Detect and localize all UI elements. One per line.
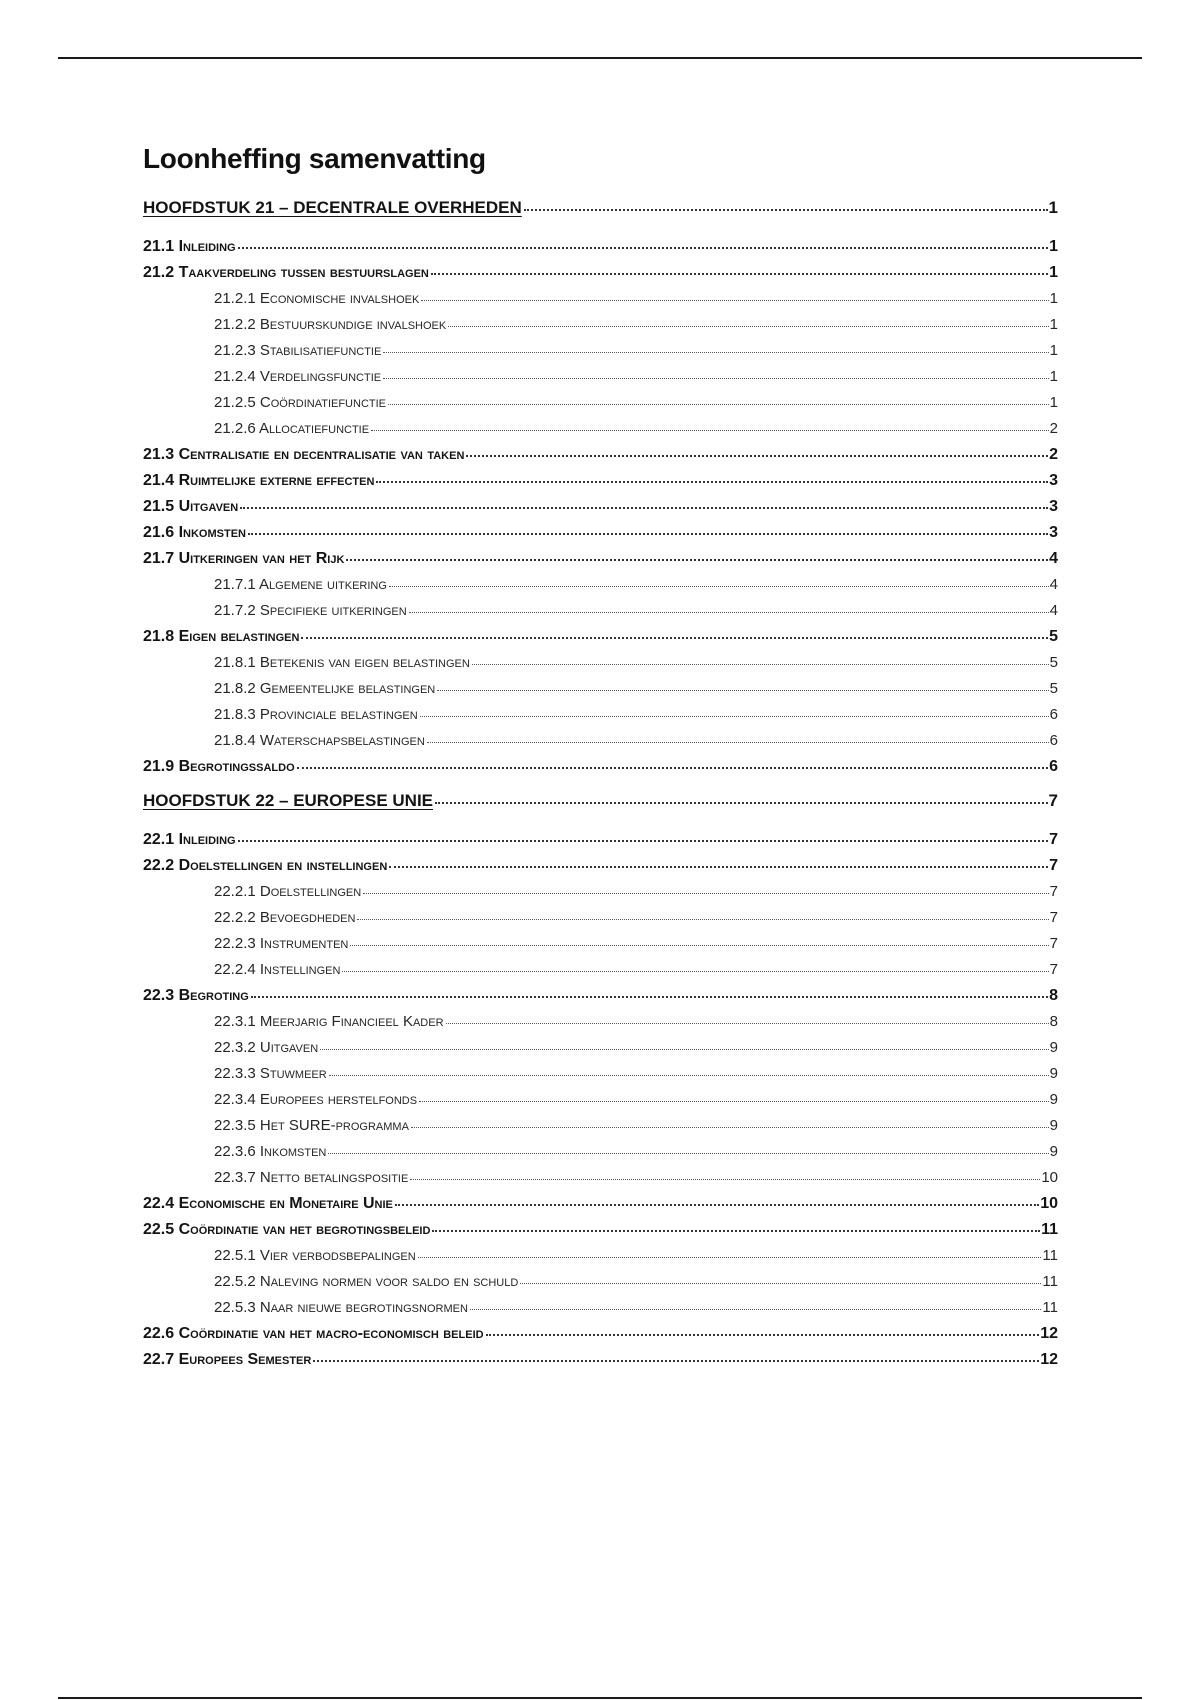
- toc-dot-leader: [342, 971, 1048, 972]
- toc-entry-label: 21.8.3 Provinciale belastingen: [214, 706, 418, 723]
- toc-entry-label: 21.3 Centralisatie en decentralisatie van taken: [143, 446, 465, 463]
- toc-dot-leader: [389, 586, 1049, 587]
- toc-entry-label: 21.2.5 Coördinatiefunctie: [214, 394, 386, 411]
- toc-page-number: 2: [1049, 420, 1058, 437]
- toc-page-number: 7: [1049, 883, 1058, 900]
- toc-entry-label: 22.2 Doelstellingen en instellingen: [143, 857, 388, 874]
- toc-page-number: 1: [1048, 198, 1058, 217]
- toc-page-number: 7: [1048, 791, 1058, 810]
- toc-subsection-entry[interactable]: [143, 879, 1058, 905]
- toc-dot-leader: [421, 300, 1048, 301]
- toc-subsection-entry[interactable]: [143, 364, 1058, 390]
- toc-dot-leader: [329, 1075, 1049, 1076]
- toc-subsection-entry[interactable]: [143, 338, 1058, 364]
- toc-page-number: 3: [1049, 498, 1058, 515]
- toc-entry-label: 22.2.4 Instellingen: [214, 961, 341, 978]
- toc-page-number: 9: [1049, 1065, 1058, 1082]
- toc-entry-label: 21.8.4 Waterschapsbelastingen: [214, 732, 425, 749]
- toc-entry-label: 21.2.3 Stabilisatiefunctie: [214, 342, 382, 359]
- toc-subsection-entry[interactable]: [143, 931, 1058, 957]
- toc-section-entry[interactable]: [143, 983, 1058, 1009]
- toc-dot-leader: [427, 742, 1049, 743]
- toc-subsection-entry[interactable]: [143, 572, 1058, 598]
- toc-subsection-entry[interactable]: [143, 390, 1058, 416]
- toc-chapter-entry[interactable]: [143, 195, 1058, 220]
- toc-page-number: 9: [1049, 1039, 1058, 1056]
- toc-chapter-entry[interactable]: [143, 788, 1058, 813]
- toc-dot-leader: [486, 1334, 1040, 1336]
- toc-entry-label: 21.8.1 Betekenis van eigen belastingen: [214, 654, 470, 671]
- document-title: Loonheffing samenvatting: [143, 143, 486, 174]
- toc-section-entry[interactable]: [143, 827, 1058, 853]
- toc-dot-leader: [395, 1204, 1039, 1206]
- toc-entry-label: 22.3.2 Uitgaven: [214, 1039, 319, 1056]
- toc-dot-leader: [376, 481, 1048, 483]
- toc-page-number: 8: [1049, 987, 1058, 1004]
- toc-section-entry[interactable]: [143, 494, 1058, 520]
- toc-page-number: 6: [1049, 758, 1058, 775]
- toc-page-number: 7: [1049, 857, 1058, 874]
- toc-entry-label: 21.7.1 Algemene uitkering: [214, 576, 387, 593]
- toc-dot-leader: [357, 919, 1048, 920]
- toc-entry-label: 22.3.1 Meerjarig Financieel Kader: [214, 1013, 444, 1030]
- toc-dot-leader: [432, 1230, 1040, 1232]
- toc-page-number: 11: [1042, 1273, 1058, 1290]
- toc-subsection-entry[interactable]: [143, 286, 1058, 312]
- toc-entry-label: 21.8 Eigen belastingen: [143, 628, 300, 645]
- toc-subsection-entry[interactable]: [143, 1113, 1058, 1139]
- toc-subsection-entry[interactable]: [143, 1009, 1058, 1035]
- toc-dot-leader: [346, 559, 1048, 561]
- toc-page-number: 4: [1049, 576, 1058, 593]
- toc-page-number: 7: [1049, 935, 1058, 952]
- toc-page-number: 1: [1049, 394, 1058, 411]
- toc-subsection-entry[interactable]: [143, 416, 1058, 442]
- toc-page-number: 3: [1049, 524, 1058, 541]
- toc-dot-leader: [238, 247, 1049, 249]
- toc-page-number: 7: [1049, 831, 1058, 848]
- toc-page-number: 11: [1042, 1299, 1058, 1316]
- toc-dot-leader: [524, 209, 1048, 211]
- toc-page-number: 1: [1049, 264, 1058, 281]
- toc-section-entry[interactable]: [143, 520, 1058, 546]
- toc-page-number: 5: [1049, 654, 1058, 671]
- toc-dot-leader: [520, 1283, 1041, 1284]
- toc-dot-leader: [431, 273, 1048, 275]
- toc-dot-leader: [389, 866, 1048, 868]
- toc-entry-label: 21.1 Inleiding: [143, 238, 236, 255]
- toc-dot-leader: [420, 716, 1049, 717]
- toc-dot-leader: [419, 1101, 1049, 1102]
- toc-entry-label: 22.5 Coördinatie van het begrotingsbeleid: [143, 1221, 431, 1238]
- toc-subsection-entry[interactable]: [143, 957, 1058, 983]
- toc-entry-label: 22.3.7 Netto betalingspositie: [214, 1169, 409, 1186]
- toc-subsection-entry[interactable]: [143, 1243, 1058, 1269]
- toc-page-number: 8: [1049, 1013, 1058, 1030]
- toc-subsection-entry[interactable]: [143, 1269, 1058, 1295]
- toc-dot-leader: [301, 637, 1048, 639]
- table-of-contents: [143, 195, 1058, 1373]
- toc-section-entry[interactable]: [143, 1217, 1058, 1243]
- toc-page-number: 5: [1049, 628, 1058, 645]
- toc-dot-leader: [297, 767, 1048, 769]
- toc-page-number: 1: [1049, 342, 1058, 359]
- toc-entry-label: 21.5 Uitgaven: [143, 498, 239, 515]
- toc-dot-leader: [363, 893, 1048, 894]
- toc-subsection-entry[interactable]: [143, 1139, 1058, 1165]
- toc-dot-leader: [411, 1127, 1049, 1128]
- toc-dot-leader: [238, 840, 1049, 842]
- toc-page-number: 5: [1049, 680, 1058, 697]
- toc-page-number: 11: [1042, 1247, 1058, 1264]
- toc-entry-label: 22.5.1 Vier verbodsbepalingen: [214, 1247, 416, 1264]
- header-rule: [58, 57, 1142, 59]
- toc-page-number: 1: [1049, 368, 1058, 385]
- toc-page-number: 12: [1040, 1325, 1058, 1342]
- toc-dot-leader: [383, 352, 1048, 353]
- toc-dot-leader: [472, 664, 1049, 665]
- toc-dot-leader: [448, 326, 1048, 327]
- toc-dot-leader: [248, 533, 1048, 535]
- toc-page-number: 3: [1049, 472, 1058, 489]
- toc-page-number: 7: [1049, 909, 1058, 926]
- toc-page-number: 12: [1040, 1351, 1058, 1368]
- toc-subsection-entry[interactable]: [143, 598, 1058, 624]
- toc-entry-label: 22.5.2 Naleving normen voor saldo en schuld: [214, 1273, 519, 1290]
- toc-entry-label: 22.5.3 Naar nieuwe begrotingsnormen: [214, 1299, 468, 1316]
- toc-subsection-entry[interactable]: [143, 650, 1058, 676]
- toc-subsection-entry[interactable]: [143, 1165, 1058, 1191]
- toc-entry-label: 22.2.2 Bevoegdheden: [214, 909, 356, 926]
- toc-entry-label: 22.3.6 Inkomsten: [214, 1143, 327, 1160]
- toc-section-entry[interactable]: [143, 468, 1058, 494]
- toc-section-entry[interactable]: [143, 853, 1058, 879]
- toc-entry-label: 21.9 Begrotingssaldo: [143, 758, 295, 775]
- toc-dot-leader: [446, 1023, 1049, 1024]
- toc-subsection-entry[interactable]: [143, 702, 1058, 728]
- toc-page-number: 10: [1041, 1169, 1058, 1186]
- toc-entry-label: 21.6 Inkomsten: [143, 524, 246, 541]
- toc-entry-label: 22.2.1 Doelstellingen: [214, 883, 362, 900]
- toc-entry-label: 22.3.3 Stuwmeer: [214, 1065, 327, 1082]
- toc-subsection-entry[interactable]: [143, 905, 1058, 931]
- toc-dot-leader: [371, 430, 1049, 431]
- toc-page-number: 9: [1049, 1117, 1058, 1134]
- toc-section-entry[interactable]: [143, 1191, 1058, 1217]
- toc-dot-leader: [388, 404, 1049, 405]
- toc-section-entry[interactable]: [143, 260, 1058, 286]
- toc-entry-label: 22.3.5 Het SURE-programma: [214, 1117, 409, 1134]
- toc-section-entry[interactable]: [143, 624, 1058, 650]
- toc-page-number: 4: [1049, 550, 1058, 567]
- toc-subsection-entry[interactable]: [143, 1061, 1058, 1087]
- toc-dot-leader: [435, 802, 1048, 804]
- toc-subsection-entry[interactable]: [143, 1087, 1058, 1113]
- toc-entry-label: HOOFDSTUK 21 – DECENTRALE OVERHEDEN: [143, 198, 522, 217]
- toc-page-number: 9: [1049, 1091, 1058, 1108]
- toc-section-entry[interactable]: [143, 1347, 1058, 1373]
- toc-entry-label: 22.3 Begroting: [143, 987, 249, 1004]
- toc-section-entry[interactable]: [143, 234, 1058, 260]
- toc-subsection-entry[interactable]: [143, 1295, 1058, 1321]
- toc-page-number: 1: [1049, 290, 1058, 307]
- toc-entry-label: 21.8.2 Gemeentelijke belastingen: [214, 680, 436, 697]
- toc-page-number: 6: [1049, 706, 1058, 723]
- toc-dot-leader: [437, 690, 1048, 691]
- toc-page-number: 4: [1049, 602, 1058, 619]
- toc-dot-leader: [383, 378, 1049, 379]
- toc-section-entry[interactable]: [143, 546, 1058, 572]
- toc-section-entry[interactable]: [143, 754, 1058, 780]
- toc-page-number: 1: [1049, 316, 1058, 333]
- toc-dot-leader: [251, 996, 1048, 998]
- toc-entry-label: 22.1 Inleiding: [143, 831, 236, 848]
- toc-entry-label: 22.7 Europees Semester: [143, 1351, 312, 1368]
- toc-entry-label: 22.4 Economische en Monetaire Unie: [143, 1195, 393, 1212]
- toc-dot-leader: [313, 1360, 1039, 1362]
- toc-dot-leader: [418, 1257, 1042, 1258]
- toc-entry-label: 21.7 Uitkeringen van het Rijk: [143, 550, 345, 567]
- toc-entry-label: HOOFDSTUK 22 – EUROPESE UNIE: [143, 791, 434, 810]
- toc-page-number: 1: [1049, 238, 1058, 255]
- toc-entry-label: 21.4 Ruimtelijke externe effecten: [143, 472, 375, 489]
- toc-subsection-entry[interactable]: [143, 312, 1058, 338]
- toc-entry-label: 21.2.4 Verdelingsfunctie: [214, 368, 382, 385]
- toc-subsection-entry[interactable]: [143, 676, 1058, 702]
- toc-page-number: 9: [1049, 1143, 1058, 1160]
- toc-page-number: 6: [1049, 732, 1058, 749]
- toc-entry-label: 21.2.2 Bestuurskundige invalshoek: [214, 316, 447, 333]
- toc-section-entry[interactable]: [143, 1321, 1058, 1347]
- toc-dot-leader: [240, 507, 1048, 509]
- toc-entry-label: 21.2 Taakverdeling tussen bestuurslagen: [143, 264, 429, 281]
- toc-subsection-entry[interactable]: [143, 728, 1058, 754]
- toc-dot-leader: [409, 612, 1049, 613]
- toc-entry-label: 21.7.2 Specifieke uitkeringen: [214, 602, 407, 619]
- toc-subsection-entry[interactable]: [143, 1035, 1058, 1061]
- toc-dot-leader: [470, 1309, 1042, 1310]
- footer-rule: [58, 1697, 1142, 1699]
- toc-section-entry[interactable]: [143, 442, 1058, 468]
- toc-page-number: 7: [1049, 961, 1058, 978]
- toc-entry-label: 21.2.6 Allocatiefunctie: [214, 420, 370, 437]
- toc-entry-label: 22.6 Coördinatie van het macro-economisch beleid: [143, 1325, 484, 1342]
- toc-entry-label: 22.2.3 Instrumenten: [214, 935, 349, 952]
- toc-dot-leader: [466, 455, 1048, 457]
- toc-dot-leader: [350, 945, 1048, 946]
- toc-entry-label: 21.2.1 Economische invalshoek: [214, 290, 420, 307]
- toc-dot-leader: [410, 1179, 1040, 1180]
- toc-page-number: 11: [1041, 1221, 1058, 1238]
- toc-dot-leader: [320, 1049, 1048, 1050]
- toc-page-number: 10: [1040, 1195, 1058, 1212]
- toc-page-number: 2: [1049, 446, 1058, 463]
- toc-dot-leader: [328, 1153, 1048, 1154]
- toc-entry-label: 22.3.4 Europees herstelfonds: [214, 1091, 418, 1108]
